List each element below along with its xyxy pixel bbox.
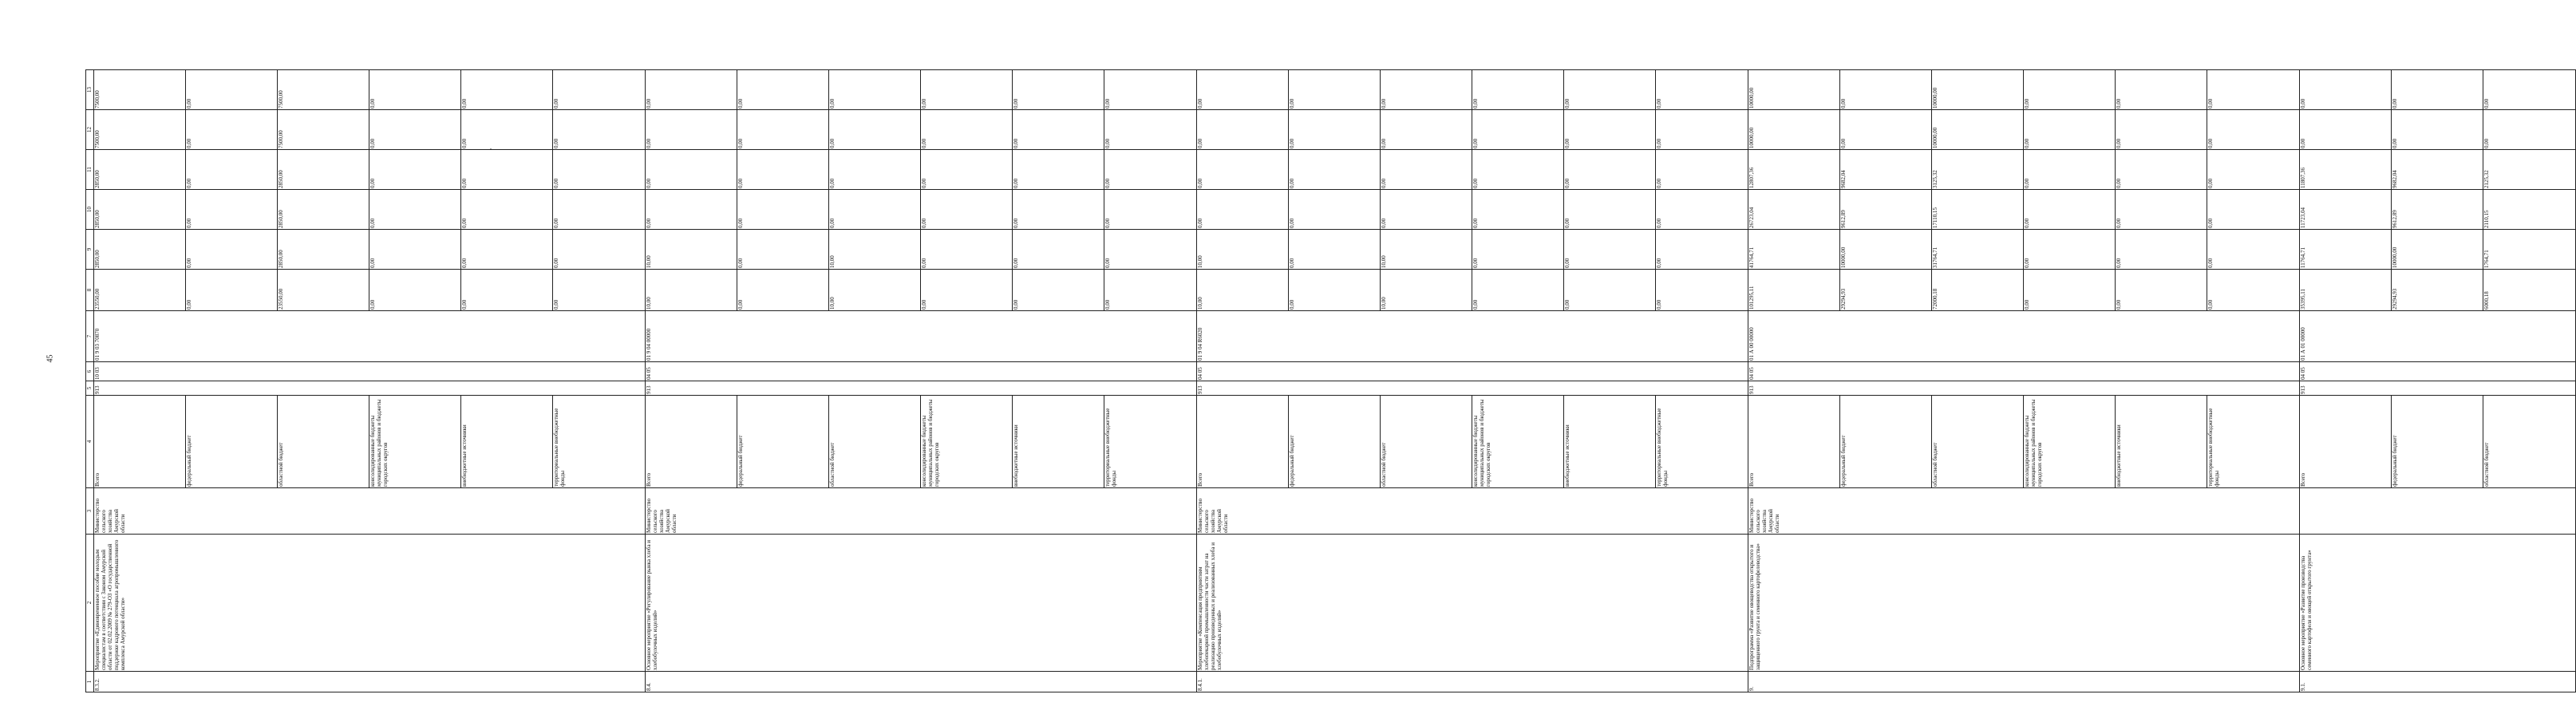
amount-value: 2850,00 (94, 230, 186, 269)
amount-value: 0,00 (1472, 110, 1564, 149)
funding-sources (1748, 396, 2300, 488)
amount-value: 2850,00 (94, 150, 186, 189)
amount-column (94, 70, 646, 110)
amount-column (2300, 150, 2576, 190)
amount-value: 17110,15 (1932, 190, 2024, 229)
amount-value: 0,00 (921, 150, 1013, 189)
amount-value: 10000,00 (1748, 70, 1840, 109)
amount-value: 10,00 (646, 230, 737, 269)
amount-value: 0,00 (186, 230, 278, 269)
amount-value: 0,00 (1289, 150, 1381, 189)
amount-value: 11764,71 (2300, 230, 2392, 269)
amount-value: 0,00 (737, 190, 829, 229)
section-code: 04 05 (646, 362, 1197, 381)
amount-value: 0,00 (1656, 98, 1662, 108)
amount-value: 0,00 (1197, 110, 1289, 149)
table-row (646, 70, 1197, 692)
header-cell: 2 (86, 535, 94, 672)
amount-value: 10,00 (646, 270, 737, 310)
amount-value: 7500,00 (94, 70, 186, 109)
amount-column (646, 270, 1197, 311)
amount-value: 41764,71 (1748, 230, 1840, 269)
amount-value: 0,00 (1104, 299, 1111, 310)
amount-column (1748, 110, 2300, 150)
header-cell: 4 (86, 396, 94, 488)
funding-source-label: Всего (1748, 396, 1840, 487)
amount-value: 10,00 (1381, 230, 1472, 269)
amount-value: 0,00 (186, 150, 278, 189)
amount-value: 10,00 (1381, 270, 1472, 310)
section-code: 04 05 (1748, 362, 2300, 381)
amount-column (2300, 230, 2576, 270)
amount-value: 0,00 (2116, 110, 2207, 149)
table-row (1748, 70, 2300, 692)
row-number: 8.3.2. (94, 672, 646, 692)
amount-value: 0,00 (2483, 98, 2490, 108)
row-number: 8.4.1. (1197, 672, 1748, 692)
amount-value: 0,00 (737, 270, 829, 310)
amount-value: 0,00 (186, 110, 278, 149)
ministry-code: 913 (1197, 381, 1748, 396)
amount-value: 0,00 (2024, 230, 2116, 269)
row-number: 9. (1748, 672, 2300, 692)
amount-column (646, 150, 1197, 190)
amount-value: 0,00 (1472, 270, 1564, 310)
amount-value: 0,00 (921, 190, 1013, 229)
amount-value: 9682,04 (2392, 150, 2483, 189)
funding-source-label: консолидированные бюджеты муниципальных районов и бюджеты городских округов (1472, 396, 1564, 487)
amount-value: 10,00 (829, 270, 921, 310)
row-number: 9.1. (2300, 672, 2576, 692)
amount-value: 0,00 (461, 190, 553, 229)
amount-value: 0,00 (646, 150, 737, 189)
amount-value: 10000,00 (1840, 230, 1932, 269)
row-number: 8.4. (646, 672, 1197, 692)
amount-value: 0,00 (1381, 70, 1472, 109)
amount-value: 0,00 (737, 70, 829, 109)
amount-value: 0,00 (1104, 218, 1111, 228)
amount-column (646, 230, 1197, 270)
amount-column (1748, 270, 2300, 311)
amount-value: 0,00 (1840, 70, 1932, 109)
funding-source-label: областной бюджет (1381, 396, 1472, 487)
amount-value: 0,00 (2116, 270, 2207, 310)
amount-value: 0,00 (461, 110, 553, 149)
amount-value: 23550,00 (278, 270, 369, 310)
target-code: 01 А 00 00000 (1748, 311, 2300, 362)
amount-value: 0,00 (737, 110, 829, 149)
amount-value: 0,00 (461, 270, 553, 310)
header-cell: 6 (86, 362, 94, 381)
funding-source-label: консолидированные бюджеты муниципальных районов и бюджеты городских округов (2024, 396, 2116, 487)
amount-value: 0,00 (1013, 110, 1104, 149)
amount-value: 0,00 (737, 150, 829, 189)
executor: Министерство сельского хозяйства Амурской области (646, 488, 1197, 535)
amount-value: 31764,71 (1932, 230, 2024, 269)
amount-column (2300, 110, 2576, 150)
funding-source-label: территориальные внебюджетные фонды (1104, 408, 1117, 487)
amount-value: 0,00 (921, 270, 1013, 310)
amount-column (1197, 150, 1748, 190)
amount-column (1197, 70, 1748, 110)
funding-source-label: Всего (1197, 396, 1289, 487)
amount-value: 0,00 (2024, 190, 2116, 229)
amount-value: 10,00 (1197, 230, 1289, 269)
funding-sources (2300, 396, 2576, 488)
funding-source-label: Всего (646, 396, 737, 487)
amount-value: 0,00 (2116, 150, 2207, 189)
amount-value: 0,00 (186, 190, 278, 229)
amount-value: 0,00 (1289, 70, 1381, 109)
amount-value: 0,00 (2392, 110, 2483, 149)
executor (2300, 488, 2576, 535)
amount-value: 0,00 (1656, 138, 1662, 148)
executor: Министерство сельского хозяйства Амурской области (1748, 488, 2300, 535)
amount-value: 0,00 (1289, 190, 1381, 229)
amount-value: 0,00 (553, 98, 559, 108)
funding-source-label: консолидированные бюджеты муниципальных районов и бюджеты городских округов (369, 396, 461, 487)
amount-value: 0,00 (461, 230, 553, 269)
amount-column (646, 70, 1197, 110)
amount-value: 0,00 (2207, 178, 2214, 188)
section-code: 04 05 (1197, 362, 1748, 381)
measure-name: Основное мероприятие «Регулирование рынка хлеба и хлебобулочных изделий» (646, 535, 1197, 672)
amount-value: 0,00 (829, 110, 921, 149)
header-cell: 8 (86, 270, 94, 311)
ministry-code: 913 (94, 381, 646, 396)
amount-value: 0,00 (1197, 70, 1289, 109)
amount-value: 0,00 (369, 70, 461, 109)
amount-value: 0,00 (1104, 138, 1111, 148)
funding-source-label: территориальные внебюджетные фонды (1656, 408, 1669, 487)
amount-value: 0,00 (829, 70, 921, 109)
amount-column (646, 110, 1197, 150)
funding-source-label: федеральный бюджет (1289, 396, 1381, 487)
amount-value: 0,00 (646, 190, 737, 229)
funding-source-label: областной бюджет (278, 396, 369, 487)
amount-value: 7500,00 (278, 70, 369, 109)
amount-value: 0,00 (737, 230, 829, 269)
amount-value: 0,00 (1656, 178, 1662, 188)
amount-value: 7500,00 (94, 110, 186, 149)
measure-name: Подпрограмма «Развитие овощеводства открытого и защищенного грунта и семенного картофелеводства» (1748, 535, 2300, 672)
amount-value: 0,00 (369, 150, 461, 189)
amount-value: 11723,04 (2300, 190, 2392, 229)
amount-value: 0,00 (186, 270, 278, 310)
header-cell: 12 (86, 110, 94, 150)
amount-value: 0,00 (1197, 190, 1289, 229)
executor: Министерство сельского хозяйства Амурской области (1197, 488, 1748, 535)
funding-source-label: федеральный бюджет (2392, 396, 2483, 487)
amount-value: 0,00 (646, 110, 737, 149)
table-row (94, 70, 646, 692)
amount-value: 0,00 (921, 110, 1013, 149)
amount-value: 2850,00 (278, 150, 369, 189)
amount-value: 72000,18 (1932, 270, 2024, 310)
amount-value: 0,00 (1472, 70, 1564, 109)
amount-value: 0,00 (461, 150, 553, 189)
rotated-table-container (85, 70, 2490, 692)
section-code: 04 05 (2300, 362, 2576, 381)
amount-value: 0,00 (1381, 110, 1472, 149)
amount-value: 2850,00 (278, 230, 369, 269)
funding-source-label: внебюджетные источники (1013, 396, 1104, 487)
funding-sources (94, 396, 646, 488)
amount-value: 2850,00 (278, 190, 369, 229)
amount-column (94, 110, 646, 150)
amount-value: 0,00 (829, 150, 921, 189)
amount-value: 10000,00 (2392, 230, 2483, 269)
amount-value: 0,00 (1104, 98, 1111, 108)
amount-value: 0,00 (1197, 150, 1289, 189)
amount-value: 0,00 (2024, 70, 2116, 109)
header-row (86, 70, 94, 692)
amount-value: 0,00 (1289, 110, 1381, 149)
header-cell: 7 (86, 311, 94, 362)
amount-value: 0,00 (2116, 70, 2207, 109)
amount-value: 0,00 (1656, 218, 1662, 228)
amount-column (646, 190, 1197, 230)
amount-value: 0,00 (1564, 70, 1656, 109)
amount-value: 0,00 (2207, 218, 2214, 228)
header-cell: 1 (86, 672, 94, 692)
amount-value: 1764,71 (2483, 250, 2490, 268)
section-code: 10 03 (94, 362, 646, 381)
header-cell: 10 (86, 190, 94, 230)
executor: Министерство сельского хозяйства Амурской области (94, 488, 646, 535)
amount-value: 3125,32 (1932, 150, 2024, 189)
amount-value: 0,00 (1840, 110, 1932, 149)
funding-source-label: консолидированные бюджеты муниципальных районов и бюджеты городских округов (921, 396, 1013, 487)
amount-value: 0,00 (921, 230, 1013, 269)
target-code: 01 А 01 00000 (2300, 311, 2576, 362)
amount-value: 0,00 (1564, 190, 1656, 229)
amount-value: 0,00 (1564, 110, 1656, 149)
amount-value: 0,00 (1564, 150, 1656, 189)
amount-column (2300, 190, 2576, 230)
header-cell: 3 (86, 488, 94, 535)
amount-value: 0,00 (2024, 110, 2116, 149)
amount-value: 0,00 (829, 190, 921, 229)
amount-value: 0,00 (369, 270, 461, 310)
table-row (2300, 70, 2576, 692)
amount-column (1197, 110, 1748, 150)
amount-value: 9612,89 (2392, 190, 2483, 229)
amount-value: 0,00 (553, 218, 559, 228)
amount-value: 0,00 (553, 258, 559, 268)
amount-column (1197, 230, 1748, 270)
amount-value: 0,00 (1564, 270, 1656, 310)
funding-source-label: федеральный бюджет (186, 396, 278, 487)
amount-value: 10000,00 (1748, 110, 1840, 149)
header-cell: 13 (86, 70, 94, 110)
amount-value: 10000,00 (1932, 70, 2024, 109)
target-code: 01 9 03 70870 (94, 311, 646, 362)
amount-column (1748, 230, 2300, 270)
amount-value: 12807,36 (1748, 150, 1840, 189)
amount-value: 0,00 (2116, 230, 2207, 269)
funding-source-label: федеральный бюджет (737, 396, 829, 487)
amount-column (1748, 70, 2300, 110)
funding-source-label: Всего (2300, 396, 2392, 487)
amount-value: 0,00 (2024, 270, 2116, 310)
amount-value: 0,00 (2024, 150, 2116, 189)
funding-source-label: внебюджетные источники (1564, 396, 1656, 487)
amount-value: 0,00 (1013, 70, 1104, 109)
header-cell: 11 (86, 150, 94, 190)
amount-value: 101295,11 (1748, 270, 1840, 310)
amount-value: 0,00 (1381, 190, 1472, 229)
amount-column (1748, 190, 2300, 230)
funding-source-label: Всего (94, 396, 186, 487)
amount-value: 11807,36 (2300, 150, 2392, 189)
amount-value: 0,00 (1289, 270, 1381, 310)
amount-value: 0,00 (2300, 70, 2392, 109)
amount-value: 0,00 (1472, 150, 1564, 189)
amount-value: 0,00 (369, 230, 461, 269)
amount-column (94, 150, 646, 190)
amount-value: 0,00 (1472, 190, 1564, 229)
funding-source-label: областной бюджет (829, 396, 921, 487)
amount-value: 0,00 (2116, 190, 2207, 229)
amount-column (1197, 190, 1748, 230)
target-code: 01 9 04 R6020 (1197, 311, 1748, 362)
funding-source-label: областной бюджет (2483, 442, 2490, 487)
amount-value: 0,00 (2483, 138, 2490, 148)
funding-source-label: территориальные внебюджетные фонды (553, 408, 566, 487)
amount-value: 0,00 (921, 70, 1013, 109)
ministry-code: 913 (646, 381, 1197, 396)
amount-column (1197, 270, 1748, 311)
amount-value: 0,00 (2207, 98, 2214, 108)
amount-value: 0,00 (646, 70, 737, 109)
amount-value: 0,00 (1656, 299, 1662, 310)
ministry-code: 913 (2300, 381, 2576, 396)
amount-value: 0,00 (1013, 270, 1104, 310)
amount-value: 0,00 (1289, 230, 1381, 269)
amount-value: 6000,18 (2483, 291, 2490, 310)
ministry-code: 913 (1748, 381, 2300, 396)
amount-column (94, 190, 646, 230)
amount-column (2300, 270, 2576, 311)
amount-column (94, 230, 646, 270)
amount-column (2300, 70, 2576, 110)
amount-value: 10,00 (829, 230, 921, 269)
funding-source-label: федеральный бюджет (1840, 396, 1932, 487)
amount-value: 9682,04 (1840, 150, 1932, 189)
budget-table (85, 69, 2576, 692)
header-cell: 9 (86, 230, 94, 270)
amount-value: 29294,93 (2392, 270, 2483, 310)
amount-value: 0,00 (1104, 178, 1111, 188)
amount-value: 0,00 (1013, 230, 1104, 269)
amount-value: 0,00 (1013, 190, 1104, 229)
amount-value: 0,00 (1381, 150, 1472, 189)
amount-value: 0,00 (553, 138, 559, 148)
amount-value: 2110,15 (2483, 210, 2490, 228)
amount-value: 0,00 (369, 110, 461, 149)
measure-name: Мероприятие «Единовременное пособие молодым специалистам в соответствии с Законом Амурской области от 02.02.2009 № 279-ОЗ «О государственной поддержке кадрового потенциала агропромышленного комплекса Амурской области» (94, 535, 646, 672)
amount-value: 0,00 (1013, 150, 1104, 189)
funding-source-label: территориальные внебюджетные фонды (2207, 408, 2220, 487)
amount-value: 0,00 (2207, 138, 2214, 148)
amount-value: 2125,32 (2483, 170, 2490, 188)
amount-value: 0,00 (1564, 230, 1656, 269)
amount-value: 23550,00 (94, 270, 186, 310)
page-number: 45 (45, 354, 55, 363)
amount-column (94, 270, 646, 311)
table-row (1197, 70, 1748, 692)
amount-value: 0,00 (1472, 230, 1564, 269)
amount-value: 0,00 (553, 299, 559, 310)
amount-value: 0,00 (2207, 258, 2214, 268)
amount-value: 0,00 (2207, 299, 2214, 310)
amount-value: 2850,00 (94, 190, 186, 229)
funding-sources (646, 396, 1197, 488)
amount-value: 0,00 (1656, 258, 1662, 268)
measure-name: Мероприятие «Компенсация предприятиям хлебопекарной промышленности части затрат на реализацию произведенных и реализованных хлеба и хлебобулочных изделий» (1197, 535, 1748, 672)
funding-source-label: внебюджетные источники (461, 396, 553, 487)
amount-value: 0,00 (2300, 110, 2392, 149)
amount-value: 29294,93 (1840, 270, 1932, 310)
amount-value: 0,00 (553, 178, 559, 188)
amount-value: 7500,00 (278, 110, 369, 149)
amount-value: 0,00 (186, 70, 278, 109)
header-cell: 5 (86, 381, 94, 396)
target-code: 01 9 04 00000 (646, 311, 1197, 362)
funding-source-label: областной бюджет (1932, 396, 2024, 487)
amount-value: 9612,89 (1840, 190, 1932, 229)
funding-sources (1197, 396, 1748, 488)
funding-source-label: внебюджетные источники (2116, 396, 2207, 487)
measure-name: Основное мероприятие «Развитие производства семенного картофеля и овощей открытого грунта» (2300, 535, 2576, 672)
amount-value: 35395,11 (2300, 270, 2392, 310)
amount-value: 26723,04 (1748, 190, 1840, 229)
amount-value: 10,00 (1197, 270, 1289, 310)
amount-value: 0,00 (2392, 70, 2483, 109)
amount-value: 0,00 (369, 190, 461, 229)
amount-value: 10000,00 (1932, 110, 2024, 149)
amount-value: 0,00 (1104, 258, 1111, 268)
amount-value: 0,00 (461, 70, 553, 109)
amount-column (1748, 150, 2300, 190)
